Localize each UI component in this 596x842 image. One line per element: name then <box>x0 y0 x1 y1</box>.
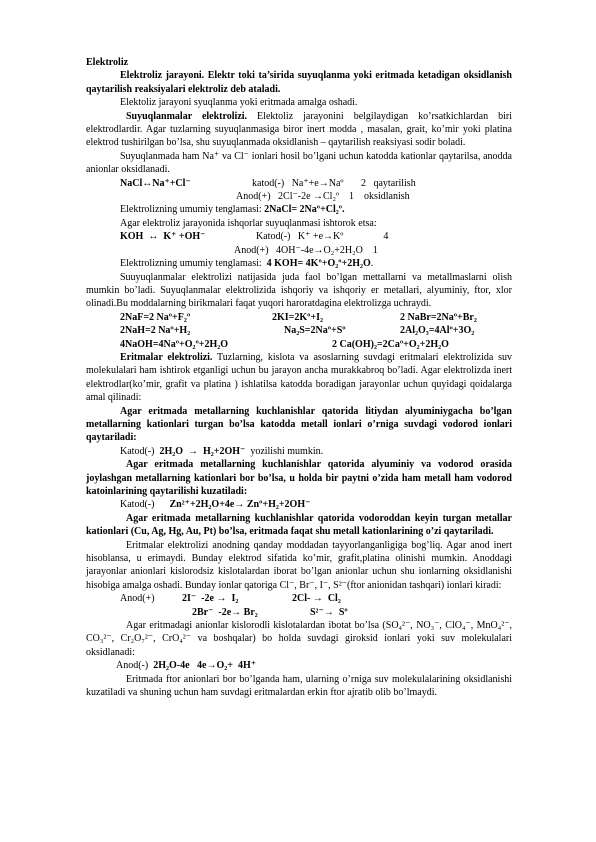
ions-paragraph: Suyuqlanmada ham Na⁺ va Cl⁻ ionlari hosil bo’lgani uchun katodda kationlar qaytarilsa, anodda anionlar oksidlanadi. <box>86 150 512 176</box>
rule-1: Agar eritmada metallarning kuchlanishlar qatorida litiydan alyuminiygacha bo’lgan metallarning kationlari turgan bo’lsa katodda metall ionlari o’rniga suvdagi vodorod ionlari qaytariladi: <box>86 405 512 444</box>
nacl-cathode: katod(-) Na⁺+e→Naº 2 qaytarilish <box>252 177 416 189</box>
koh-total-end: . <box>370 258 374 270</box>
rule-2-label: Katod(-) <box>120 499 170 511</box>
nacl-cathode-row <box>86 177 512 190</box>
melt-electrolysis-heading: Suyuqlanmalar elektrolizi. <box>126 110 248 122</box>
rule-2-equation: Zn²⁺+2H₂O+4e→ Znº+H₂+2OH⁻ <box>169 499 311 511</box>
equation-cell: 4NaOH=4Naº+O₂º+2H₂O <box>120 338 229 350</box>
rule-3: Agar eritmada metallarning kuchlanishlar qatorida vodoroddan keyin turgan metallar kationlari (Cu, Ag, Hg, Au, Pt) bo’lsa, eritmada faqat shu metall kationlarining o’zi qaytariladi. <box>86 512 512 538</box>
nacl-total-row <box>86 203 512 216</box>
koh-intro-row <box>86 217 512 230</box>
anode-equation-bromide: 2Br⁻ -2e→ Br₂ <box>192 606 258 618</box>
solution-electrolysis-heading: Eritmalar elektrolizi. <box>120 351 213 363</box>
nacl-total-label: Elektrolizning umumiy tenglamasi: <box>120 204 265 216</box>
nacl-total-equation: 2NaCl= 2Naº+Cl₂º. <box>264 204 345 216</box>
equation-cell: 2NaH=2 Naº+H₂ <box>120 325 191 337</box>
anode-water-row <box>86 659 512 672</box>
rule-1-equation-row <box>86 445 512 458</box>
koh-anode: Anod(+) 4OH⁻-4e→O₂+2H₂O 1 <box>234 244 378 256</box>
equation-cell: 2KI=2Kº+I₂ <box>272 311 324 323</box>
equations-row-2 <box>86 324 512 337</box>
equation-cell: 2NaF=2 Naº+F₂º <box>120 311 191 323</box>
anode-equation-iodide: 2I⁻ -2e → I₂ <box>182 593 239 605</box>
oxyanion-paragraph: Agar eritmadagi anionlar kislorodli kislotalardan ibotat bo’lsa (SO₄²⁻, NO₃⁻, ClO₄⁻, MnO₄²⁻, CO₃²⁻, Cr₂O₇²⁻, CrO₄²⁻ va boshqalar) bo holda suvdagi giroksid ionlari yoki suv molekulalari oksidlanadi: <box>86 620 512 658</box>
equation-cell: 2 Ca(OH)₂=2Caº+O₂+2H₂O <box>332 338 449 350</box>
koh-total-equation: 4 KOH= 4Kº+O₂º+2H₂O <box>266 258 371 270</box>
anode-row-2 <box>86 606 512 619</box>
anode-equation-sulfide: S²⁻→ Sº <box>310 606 348 618</box>
koh-intro: Agar elektroliz jarayonida ishqorlar suyuqlanmasi ishtorok etsa: <box>120 217 377 229</box>
document-title: Elektroliz <box>86 57 129 68</box>
equation-cell: Na₂S=2Naº+Sº <box>284 325 346 337</box>
koh-total-label: Elektrolizning umumiy tenglamasi: <box>120 258 267 270</box>
rule-1-label: Katod(-) <box>120 445 160 457</box>
document-page <box>86 56 512 700</box>
equations-row-1 <box>86 311 512 324</box>
definition-paragraph: Elektroliz jarayoni. Elektr toki ta’sirida suyuqlanma yoki eritmada ketadigan oksidlanish qaytarilish reaksiyalari elektroliz deb ataladi. <box>86 70 512 95</box>
koh-dissociation: KOH ↔ K⁺ +OH⁻ <box>120 231 206 243</box>
koh-cathode: Katod(-) K⁺ +e→Kº 4 <box>256 231 389 243</box>
melt-electrolysis-paragraph <box>86 110 512 150</box>
rule-1-equation: 2H₂O → H₂+2OH⁻ <box>159 445 246 457</box>
koh-total-row <box>86 257 512 270</box>
melt-products-paragraph: Suuyuqlanmalar elektrolizi natijasida juda faol bo’lgan mettallarni va metallmaslarni olish mumkin bo’ladi. Suyuqlanmalar elektrolizida ishqoriy va ishqoriy er metallari, alyuminiy, ftor, xlor olinadi.Bu moddalarning birikmalari faqat yuqori haroratdagina elektrolizga uchraydi. <box>86 271 512 310</box>
intro-paragraph: Elektoliz jarayoni syuqlanma yoki eritmada amalga oshadi. <box>120 97 358 109</box>
anode-water-label: Anod(-) <box>116 660 154 672</box>
anode-paragraph: Eritmalar elektrolizi anodning qanday moddadan tayyorlanganligiga bog’liq. Agar anod inert hisoblansa, u erimaydi. Bunday elektrod sifatida ko’mir, grafit,platina olinishi mumkin. Anoddagi jarayonlar anionlari kislorodsiz kislotalardan iborat bo’lgan anionlar uchun shu ionlarning oksidlanishi hisobiga amalga oshadi. Bunday ionlar qatoriga Cl⁻, Br⁻, I⁻, S²⁻(ftor anionidan tashqari) ionlari kiradi: <box>86 539 512 591</box>
nacl-dissociation: NaCl↔Na⁺+Cl⁻ <box>120 177 191 189</box>
koh-cathode-row <box>86 230 512 243</box>
anode-water-equation: 2H₂O-4e 4e→O₂+ 4H⁺ <box>153 660 257 672</box>
anode-label: Anod(+) <box>120 593 155 605</box>
anode-row-1 <box>86 592 512 605</box>
nacl-anode: Anod(+) 2Cl⁻-2e →Cl₂º 1 oksidlanish <box>236 191 410 203</box>
koh-anode-row <box>86 244 512 257</box>
equation-cell: 2Al₂O₃=4Alº+3O₂ <box>400 325 475 337</box>
fluoride-paragraph: Eritmada ftor anionlari bor bo’lganda ham, ularning o’rniga suv molekulalarining oksidlanishi kuzatiladi va shuning uchun ham suvdagi eritmalardan erkin ftor ajratib olib bo’lmaydi. <box>86 673 512 699</box>
solution-electrolysis-paragraph <box>86 351 512 405</box>
rule-1-tail: yozilishi mumkin. <box>245 445 324 457</box>
equation-cell: 2 NaBr=2Naº+Br₂ <box>400 311 477 323</box>
rule-2: Agar eritmada metallarning kuchlanishlar qatorida alyuminiy va vodorod orasida joylashgan metallarning kationlari bor bo’lsa, u holda bir paytni o’zida ham metall ham vodorod katoinlarining qaytarilishi kuzatiladi: <box>86 459 512 497</box>
solution-electrolysis-text: Tuzlarning, kislota va asoslarning suvdagi eritmalari elektrolizida suv molekulalari ham ishtirok etganligi uchun bu jarayon ancha murakkabroq bo’ladi. Agar elektrolizda inert elektrodlar(ko’mir, grafit va platina ) ishlatilsa katodda boradigan jarayonlar uchun quyidagi qoidalarga amal qilinadi: <box>86 351 512 404</box>
nacl-anode-row <box>86 190 512 203</box>
equations-row-3 <box>86 338 512 351</box>
anode-equation-chloride: 2Cl- → Cl₂ <box>292 593 341 605</box>
rule-2-equation-row <box>86 498 512 511</box>
melt-electrolysis-text: Elektoliz jarayonini belgilaydigan ko’rsatkichlardan biri elektrodlardir. Agar tuzlarning suyuqlanmasiga biror inert modda , masalan, grait, ko’mir yoki platina elektrod tushirilgan bo’lsa, shu suyuqlanmada oksidlanish – qaytarilish reaksiyasi sodir boladi. <box>86 110 512 149</box>
